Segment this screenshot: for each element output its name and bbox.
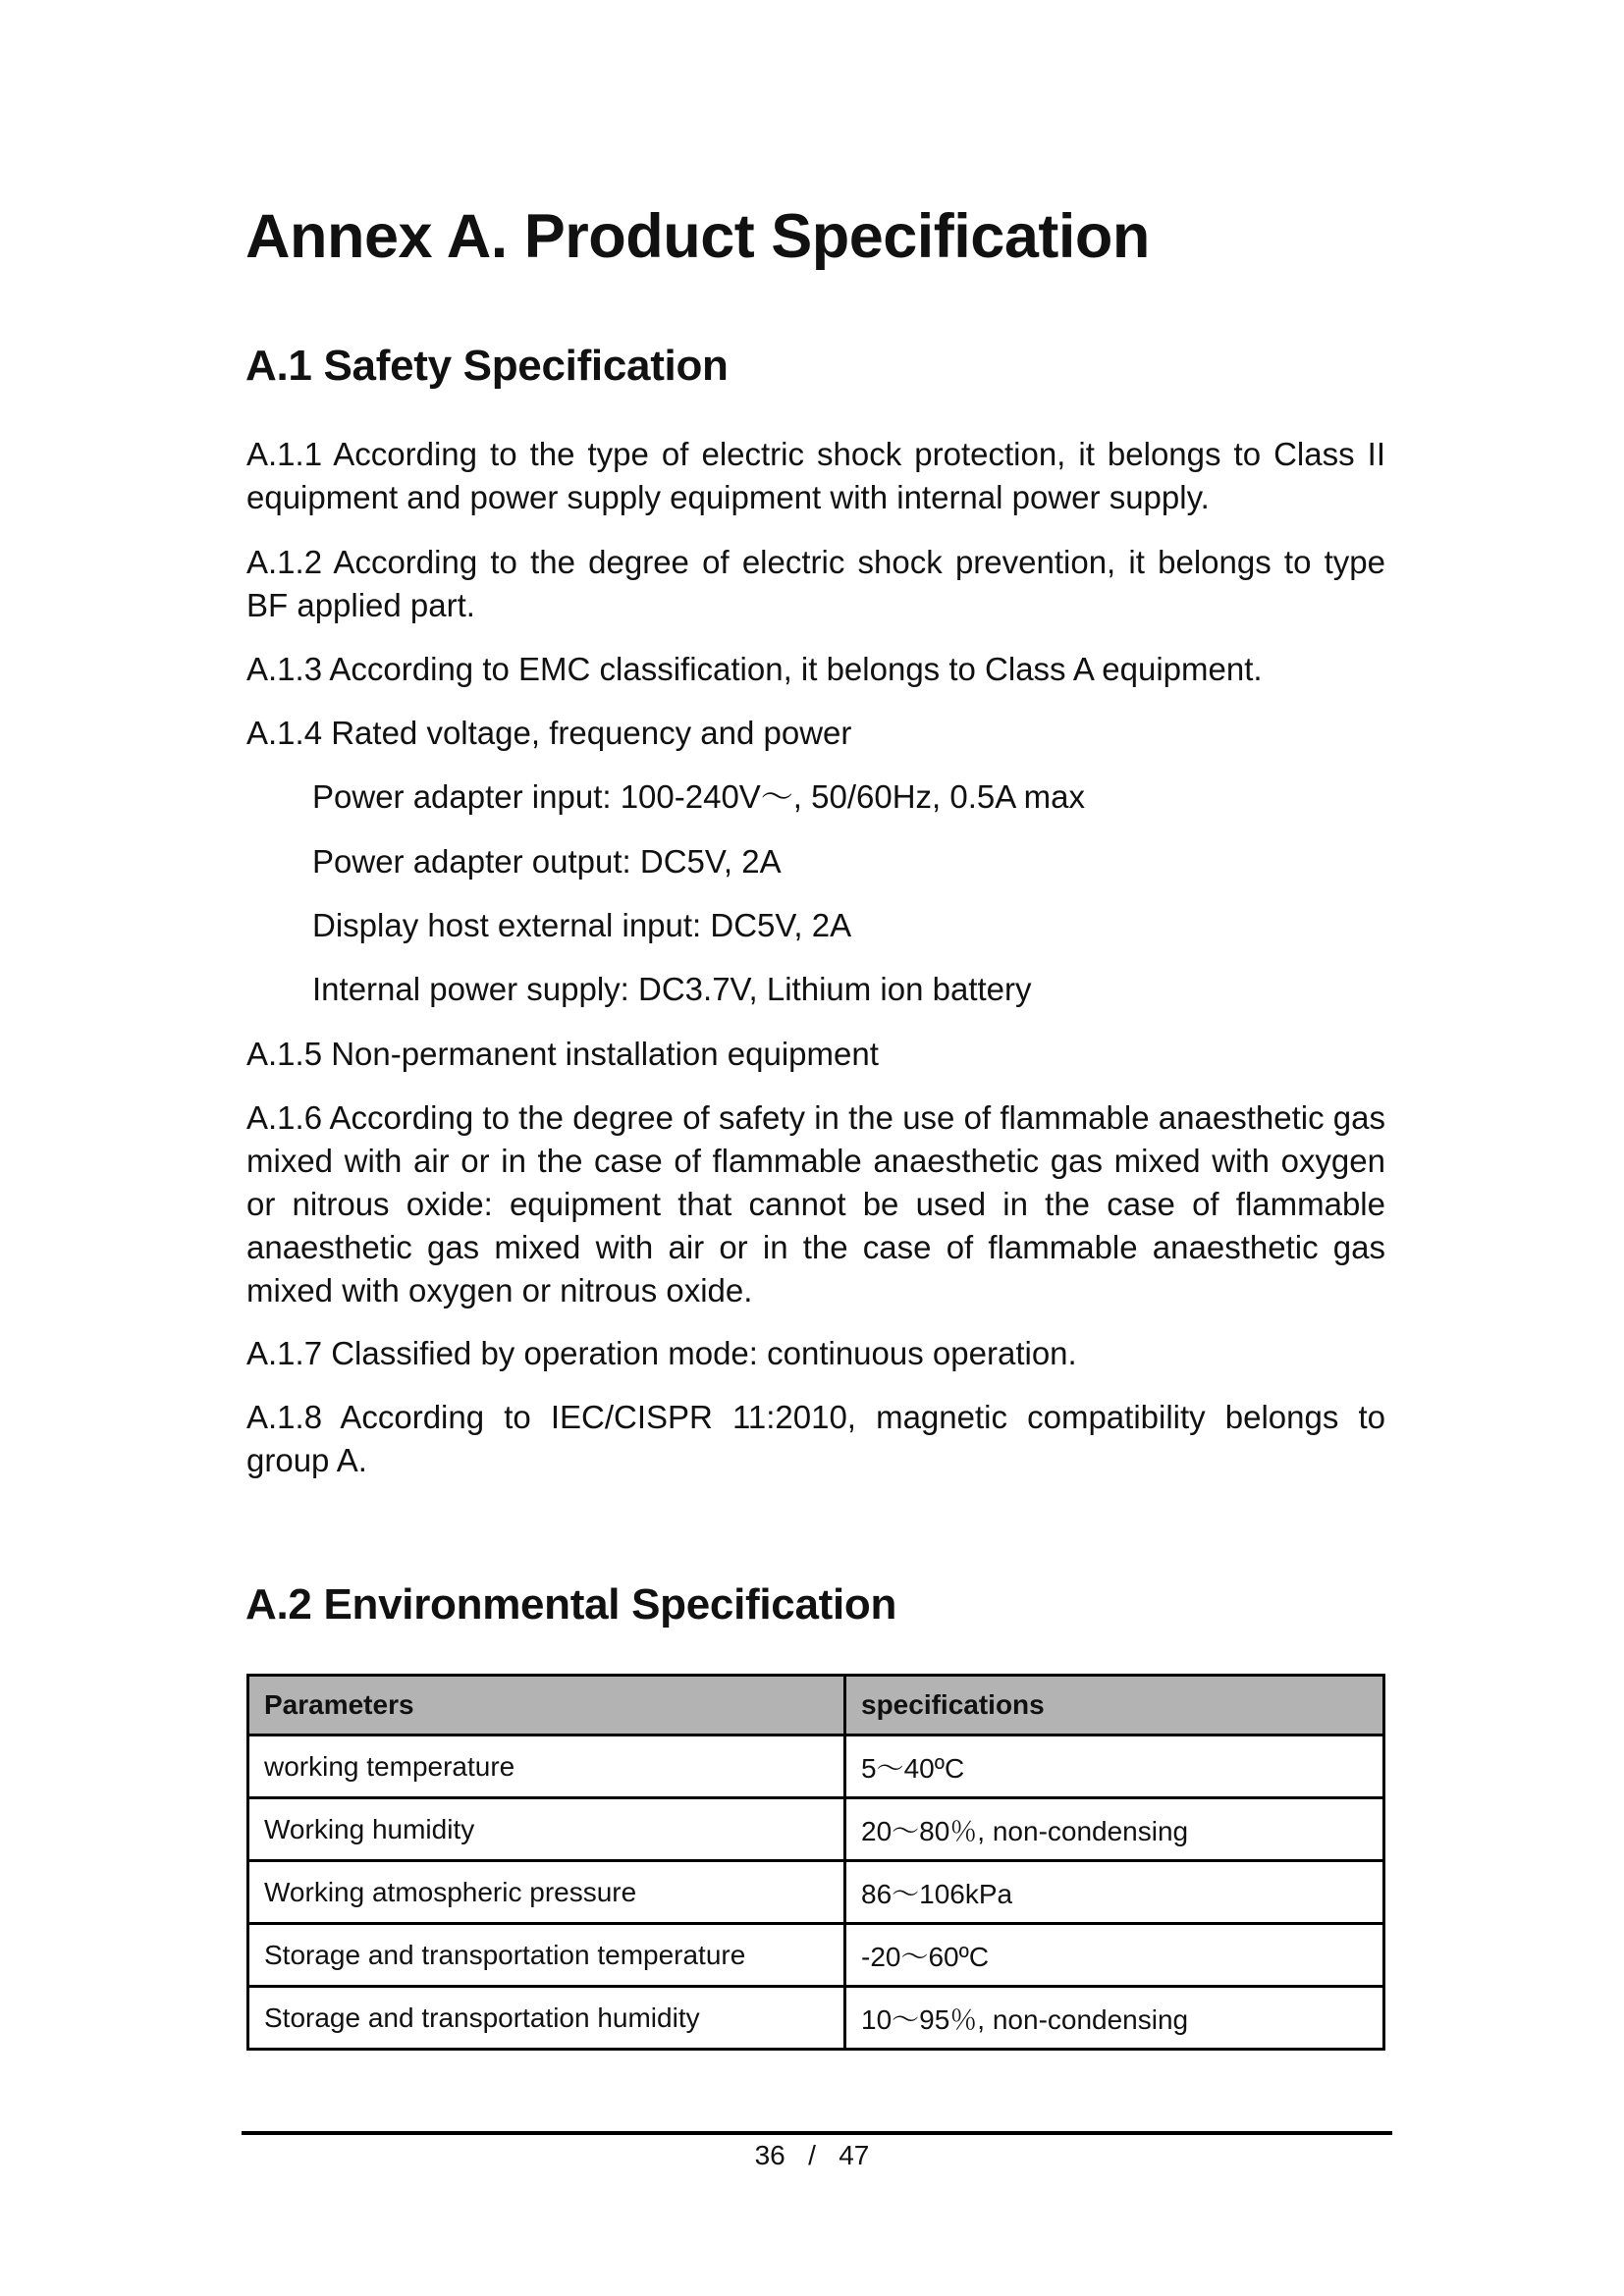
table-row [248, 1924, 1384, 1987]
parameter-cell: Working atmospheric pressure [248, 1861, 845, 1924]
table-row [248, 1861, 1384, 1924]
environmental-spec-table [246, 1674, 1385, 2051]
parameter-cell: Storage and transportation temperature [248, 1924, 845, 1987]
paragraph-a-1-2: A.1.2 According to the degree of electric shock prevention, it belongs to type BF applied part. [246, 544, 1385, 623]
column-header-parameters: Parameters [248, 1676, 845, 1735]
paragraph-a-1-3: A.1.3 According to EMC classification, it belongs to Class A equipment. [246, 651, 1263, 687]
parameter-cell: Storage and transportation humidity [248, 1987, 845, 2050]
section-heading-safety: A.1 Safety Specification [245, 342, 729, 390]
page-number [0, 2140, 1624, 2171]
specification-cell: 10～95％, non-condensing [845, 1987, 1384, 2050]
parameter-cell: Working humidity [248, 1798, 845, 1861]
paragraph-a-1-7: A.1.7 Classified by operation mode: continuous operation. [246, 1335, 1077, 1371]
paragraph-a-1-6: A.1.6 According to the degree of safety in the use of flammable anaesthetic gas mixed with air or in the case of flammable anaesthetic gas mixed with oxygen or nitrous oxide: equipment that cannot be used in the case of flammable anaesthetic gas mixed with air or in the case of flammable anaesthetic gas mixed with oxygen or nitrous oxide. [246, 1099, 1385, 1308]
table-row [248, 1987, 1384, 2050]
paragraph-a-1-5: A.1.5 Non-permanent installation equipment [246, 1036, 879, 1072]
specification-cell: 86～106kPa [845, 1861, 1384, 1924]
spec-power-adapter-input: Power adapter input: 100-240V～, 50/60Hz, 0.5A max [312, 778, 1085, 815]
spec-power-adapter-output: Power adapter output: DC5V, 2A [312, 843, 782, 880]
page-separator: / [808, 2140, 816, 2170]
footer-divider [242, 2131, 1392, 2135]
table-row [248, 1798, 1384, 1861]
page-title: Annex A. Product Specification [245, 202, 1150, 271]
specification-cell: 5～40ºC [845, 1735, 1384, 1798]
column-header-specifications: specifications [845, 1676, 1384, 1735]
specification-cell: -20～60ºC [845, 1924, 1384, 1987]
current-page: 36 [754, 2140, 785, 2170]
parameter-cell: working temperature [248, 1735, 845, 1798]
spec-internal-power-supply: Internal power supply: DC3.7V, Lithium ion battery [312, 971, 1032, 1007]
total-pages: 47 [839, 2140, 870, 2170]
table-row [248, 1735, 1384, 1798]
specification-cell: 20～80％, non-condensing [845, 1798, 1384, 1861]
paragraph-a-1-4: A.1.4 Rated voltage, frequency and power [246, 715, 852, 751]
table-header-row [248, 1676, 1384, 1735]
spec-display-host-input: Display host external input: DC5V, 2A [312, 907, 852, 943]
paragraph-a-1-1: A.1.1 According to the type of electric shock protection, it belongs to Class II equipment and power supply equipment with internal power supply. [246, 436, 1385, 515]
section-heading-environmental: A.2 Environmental Specification [245, 1580, 897, 1629]
paragraph-a-1-8: A.1.8 According to IEC/CISPR 11:2010, magnetic compatibility belongs to group A. [246, 1399, 1385, 1478]
